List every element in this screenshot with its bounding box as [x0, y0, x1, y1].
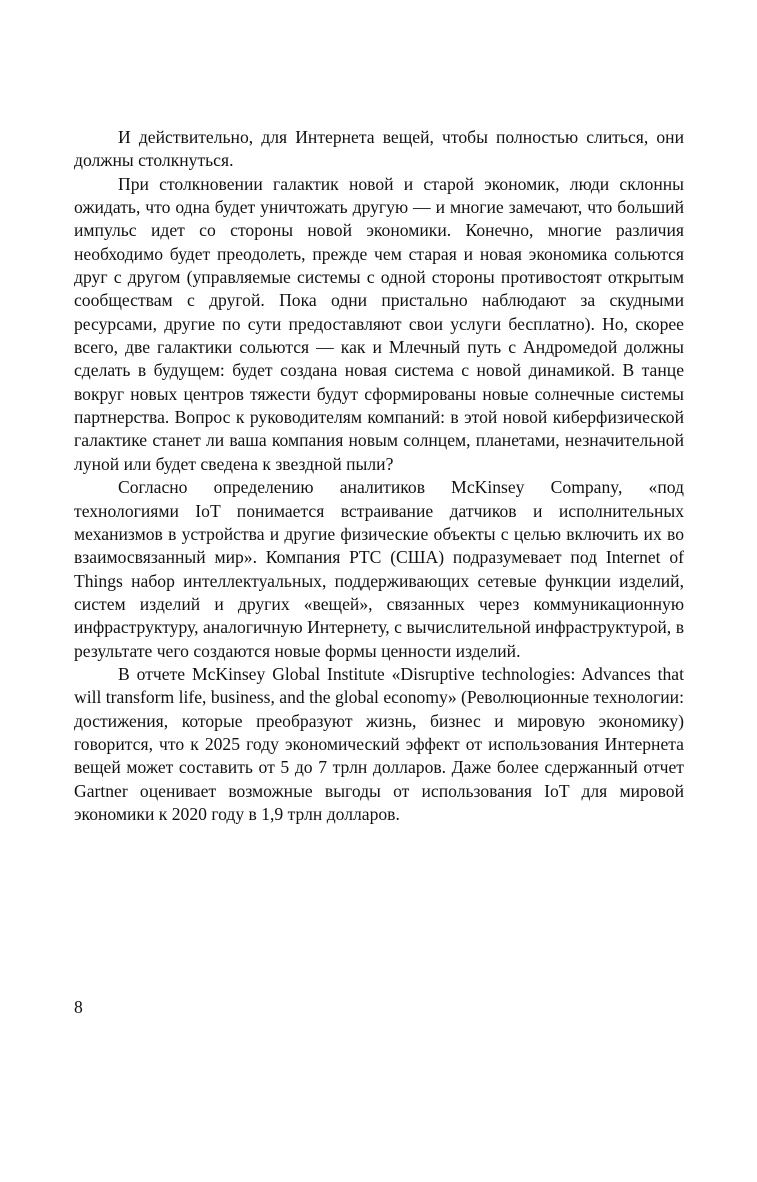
page-body [74, 126, 684, 826]
paragraph-economic-effect: В отчете McKinsey Global Institute «Disruptive technologies: Advances that will transform life, business, and the global economy» (Революционные технологии: достижения, которые преобразуют жизнь, бизнес и мировую экономику) говорится, что к 2025 году экономический эффект от использования Интернета вещей может составить от 5 до 7 трлн долларов. Даже более сдержанный отчет Gartner оценивает возможные выгоды от использования IoT для мировой экономики к 2020 году в 1,9 трлн долларов. [74, 663, 684, 824]
paragraph-iot-collision: И действительно, для Интернета вещей, чтобы полностью слиться, они должны столкнуться. [74, 127, 684, 171]
paragraph-mckinsey-definition: Согласно определению аналитиков McKinsey Company, «под технологиями IoT понимается встраивание датчиков и исполнительных механизмов в устройства и другие физические объекты с целью включить их во взаимосвязанный мир». Компания PTC (США) подразумевает под Internet of Things набор интеллектуальных, поддерживающих сетевые функции изделий, систем изделий и других «вещей», связанных через коммуникационную инфраструктуру, аналогичную Интернету, с вычислительной инфраструктурой, в результате чего создаются новые формы ценности изделий. [74, 477, 684, 661]
paragraph-galaxies-economies: При столкновении галактик новой и старой экономик, люди склонны ожидать, что одна будет уничтожать другую — и многие замечают, что больший импульс идет со стороны новой экономики. Конечно, многие различия необходимо будет преодолеть, прежде чем старая и новая экономика сольются друг с другом (управляемые системы с одной стороны противостоят открытым сообществам с другой. Пока одни пристально наблюдают за скудными ресурсами, другие по сути предоставляют свои услуги бесплатно). Но, скорее всего, две галактики сольются — как и Млечный путь с Андромедой должны сделать в будущем: будет создана новая система с новой динамикой. В танце вокруг новых центров тяжести будут сформированы новые солнечные системы партнерства. Вопрос к руководителям компаний: в этой новой киберфизической галактике станет ли ваша компания новым солнцем, планетами, незначительной луной или будет сведена к звездной пыли? [74, 173, 684, 474]
page-number: 8 [74, 997, 83, 1017]
